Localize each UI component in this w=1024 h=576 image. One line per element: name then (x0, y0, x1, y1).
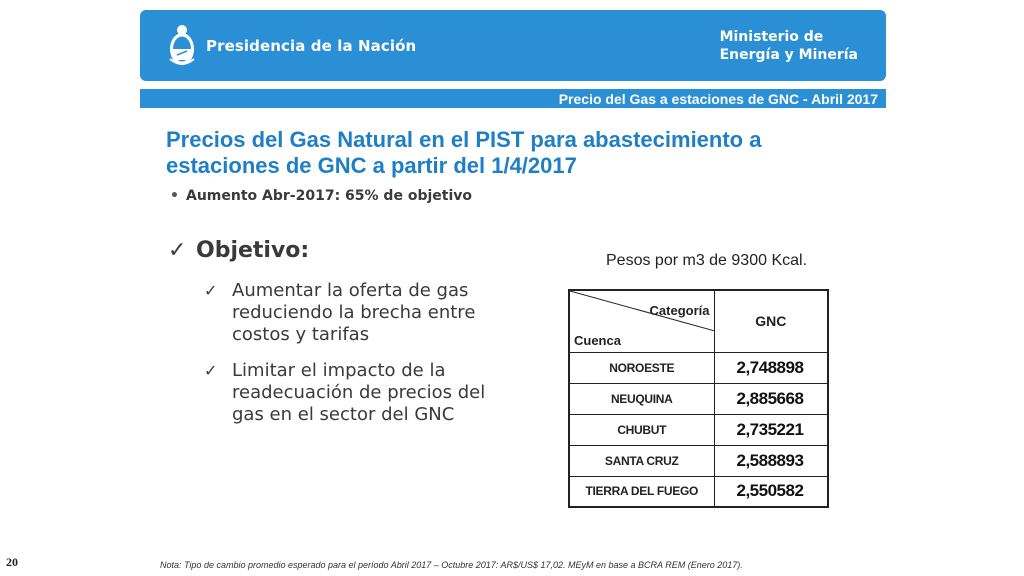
price-cell: 2,748898 (714, 352, 828, 383)
checkmark-icon: ✓ (168, 238, 187, 263)
table-caption: Pesos por m3 de 9300 Kcal. (606, 252, 808, 269)
objective-item (204, 360, 514, 426)
table-row (569, 476, 828, 507)
objective-heading (168, 238, 309, 263)
price-cell: 2,885668 (714, 383, 828, 414)
objective-item (204, 280, 514, 346)
price-cell: 2,735221 (714, 414, 828, 445)
page-number: 20 (6, 555, 18, 569)
gas-price-table (568, 289, 829, 508)
region-cell: SANTA CRUZ (569, 445, 714, 476)
checkmark-icon: ✓ (204, 361, 218, 380)
national-seal-icon (166, 23, 198, 71)
subtitle-bar (140, 89, 886, 108)
checkmark-icon: ✓ (204, 281, 218, 300)
region-cell: NOROESTE (569, 352, 714, 383)
ministry-line-2: Energía y Minería (719, 47, 858, 63)
bullet-increase (170, 188, 472, 204)
table-row (569, 414, 828, 445)
table-row (569, 352, 828, 383)
objective-item-text: Limitar el impacto de la readecuación de precios del gas en el sector del GNC (232, 360, 486, 425)
objective-item-text: Aumentar la oferta de gas reduciendo la brecha entre costos y tarifas (232, 280, 476, 345)
presidencia-label: Presidencia de la Nación (206, 37, 417, 55)
table-header-row (569, 290, 828, 352)
subtitle-text: Precio del Gas a estaciones de GNC - Abril 2017 (558, 91, 878, 107)
price-cell: 2,588893 (714, 445, 828, 476)
ministry-line-1: Ministerio de (719, 29, 824, 45)
footnote: Nota: Tipo de cambio promedio esperado para el período Abril 2017 – Octubre 2017: AR$/US$ 17,02. MEyM en base a BCRA REM (Enero 2017). (160, 560, 743, 570)
slide-title: Precios del Gas Natural en el PIST para abastecimiento a estaciones de GNC a partir del 1/4/2017 (166, 127, 762, 178)
column-gnc-header: GNC (714, 290, 828, 352)
column-basin-label: Cuenca (574, 332, 621, 348)
table-row (569, 383, 828, 414)
ministry-label (720, 28, 858, 64)
column-category-label: Categoría (649, 303, 710, 318)
region-cell: TIERRA DEL FUEGO (569, 476, 714, 507)
table-row (569, 445, 828, 476)
header-banner (140, 10, 886, 81)
bullet-dot-icon: • (170, 188, 179, 204)
header-corner-cell (569, 290, 714, 352)
region-cell: CHUBUT (569, 414, 714, 445)
price-cell: 2,550582 (714, 476, 828, 507)
region-cell: NEUQUINA (569, 383, 714, 414)
bullet-text: Aumento Abr-2017: 65% de objetivo (186, 188, 472, 204)
objective-label: Objetivo: (196, 238, 310, 263)
